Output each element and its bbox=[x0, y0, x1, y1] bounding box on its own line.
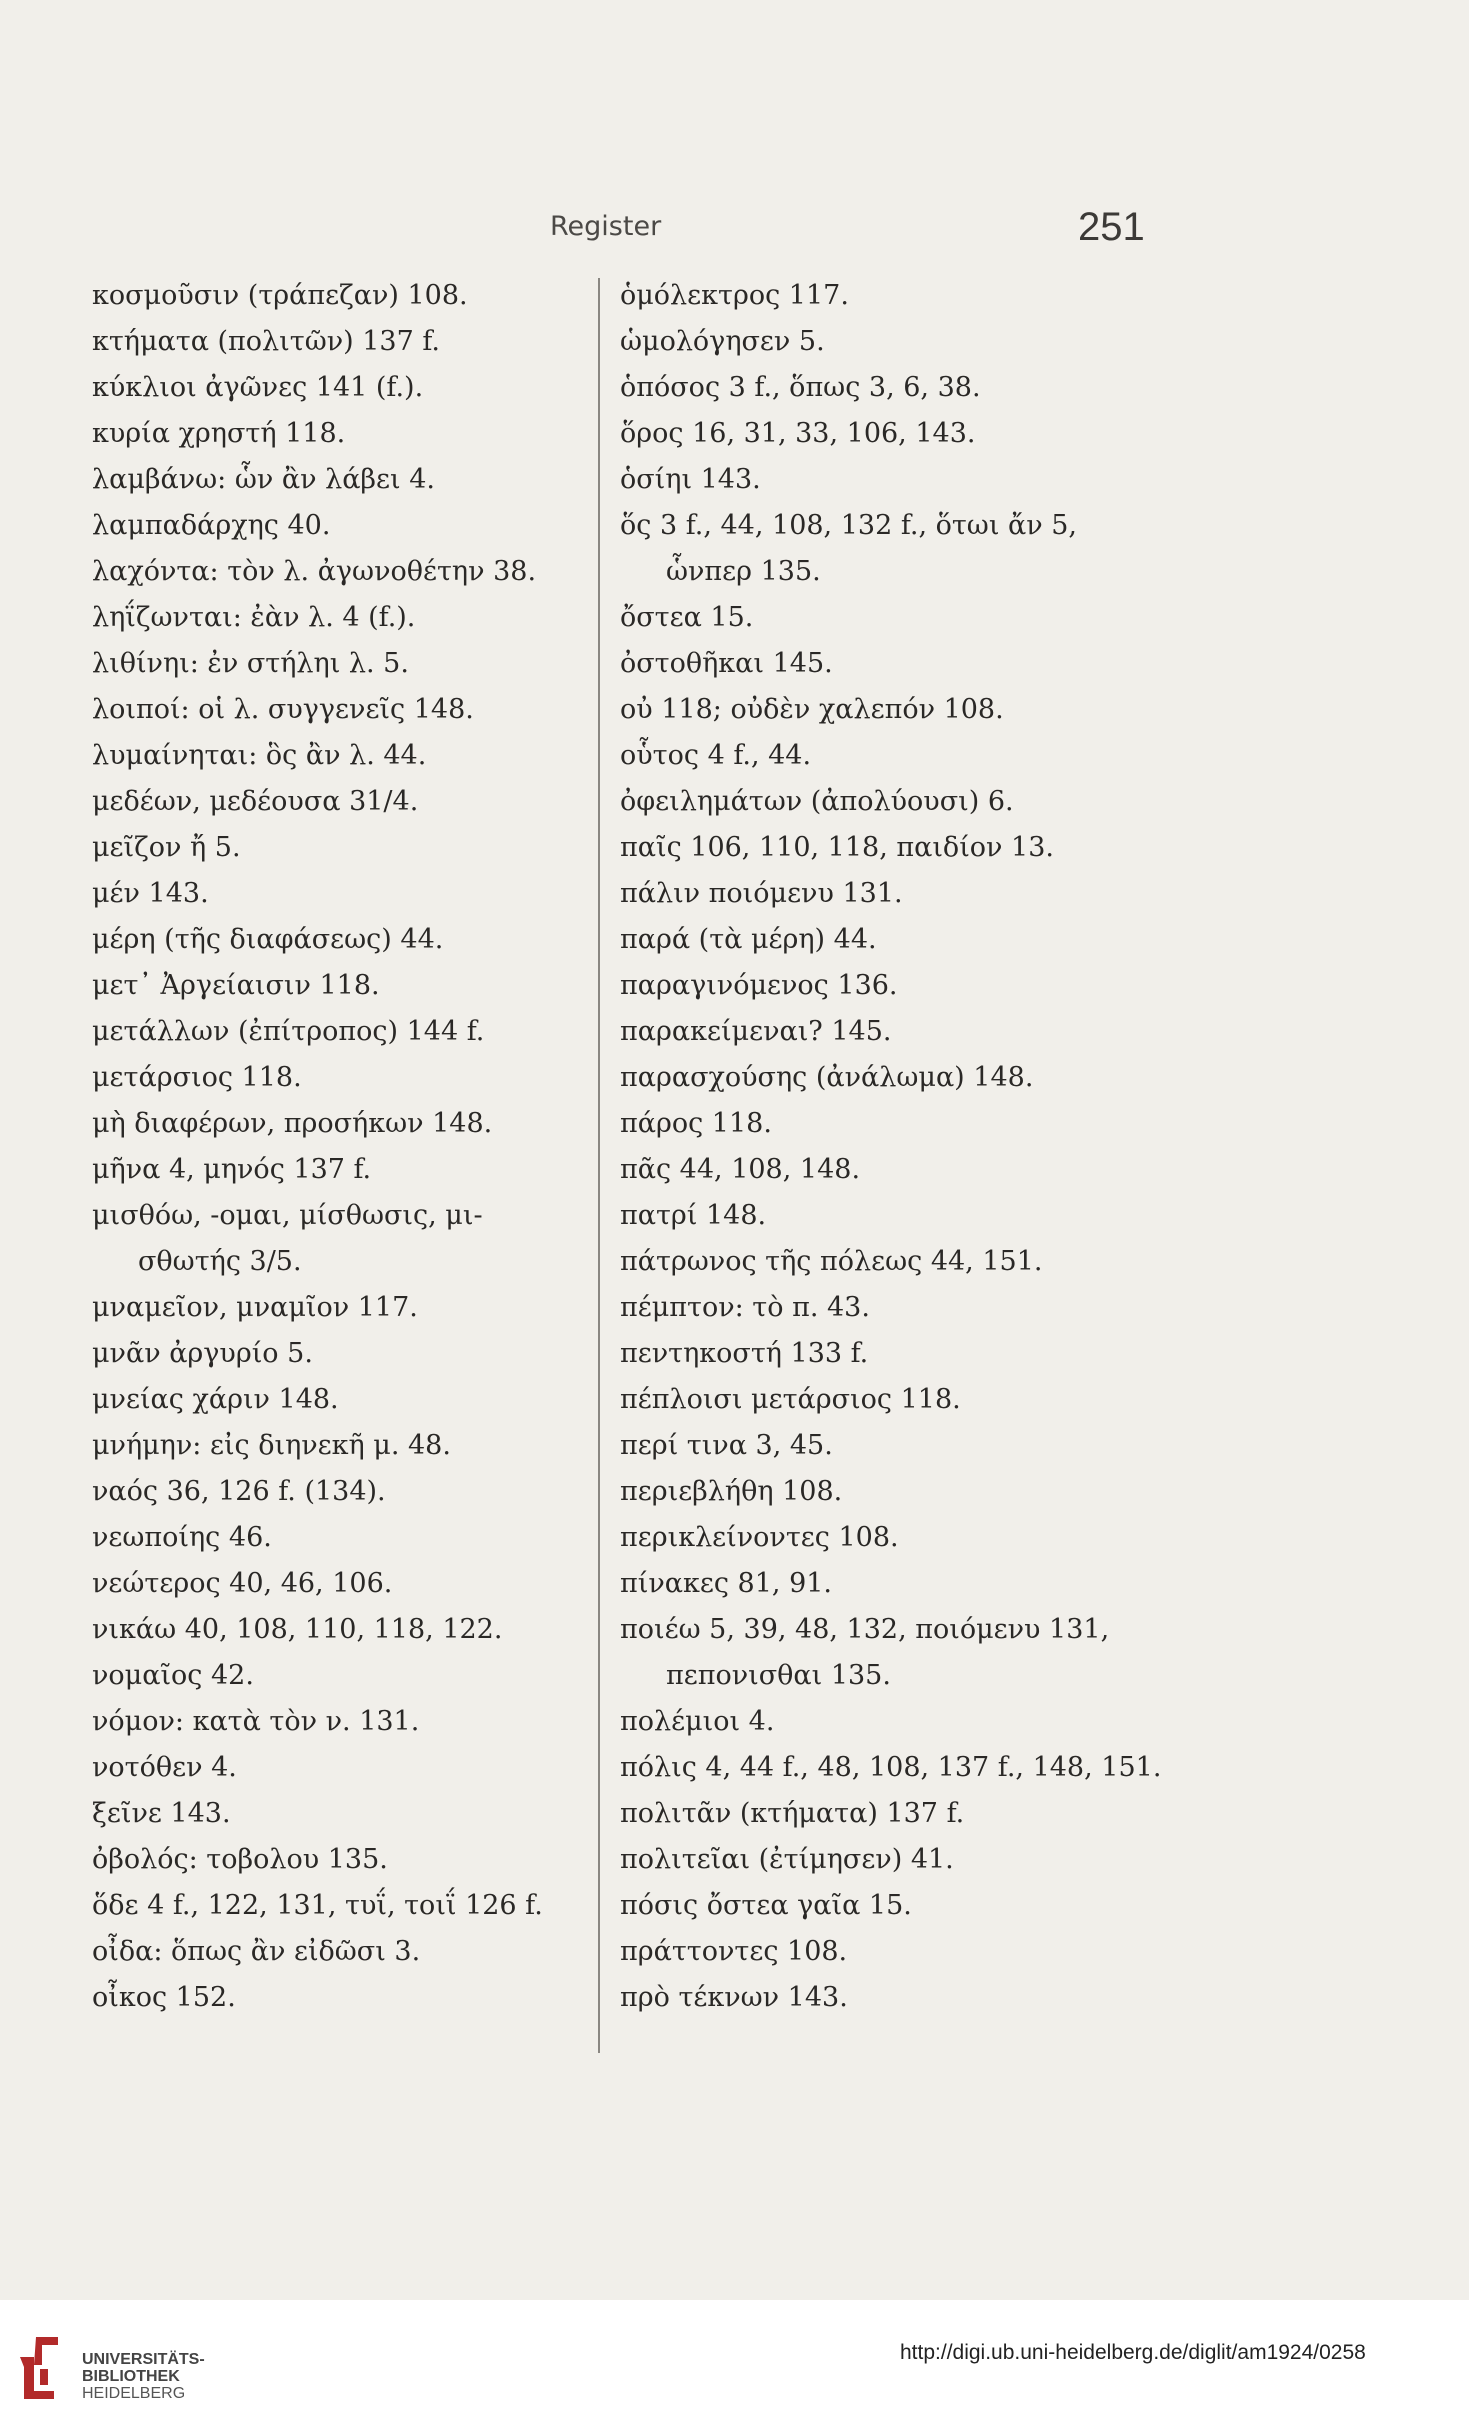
index-entry: πολιτᾶν (κτήματα) 137 f. bbox=[620, 1798, 965, 1829]
index-entry: περικλείνοντες 108. bbox=[620, 1522, 899, 1553]
running-title: Register bbox=[550, 211, 662, 242]
index-entry: μνήμην: εἰς διηνεκῆ μ. 48. bbox=[92, 1430, 451, 1461]
index-entry: οὗτος 4 f., 44. bbox=[620, 740, 812, 771]
index-entry: ὅρος 16, 31, 33, 106, 143. bbox=[620, 418, 976, 449]
index-entry: ληΐζωνται: ἐὰν λ. 4 (f.). bbox=[92, 602, 416, 633]
source-url-link[interactable]: http://digi.ub.uni-heidelberg.de/diglit/am1924/0258 bbox=[900, 2341, 1366, 2364]
index-entry: παρακείμεναι? 145. bbox=[620, 1016, 892, 1047]
index-entry: ὄστεα 15. bbox=[620, 602, 754, 633]
index-entry: λαμβάνω: ὧν ἂν λάβει 4. bbox=[92, 464, 435, 495]
index-entry: κτήματα (πολιτῶν) 137 f. bbox=[92, 326, 440, 357]
index-entry: οἶδα: ὅπως ἂν εἰδῶσι 3. bbox=[92, 1936, 421, 1967]
index-entry: οὐ 118; οὐδὲν χαλεπόν 108. bbox=[620, 694, 1004, 725]
index-entry: πεντηκοστή 133 f. bbox=[620, 1338, 869, 1369]
index-entry: πάρος 118. bbox=[620, 1108, 772, 1139]
index-entry: κοσμοῦσιν (τράπεζαν) 108. bbox=[92, 280, 468, 311]
index-entry: μετάρσιος 118. bbox=[92, 1062, 302, 1093]
index-entry: πάτρωνος τῆς πόλεως 44, 151. bbox=[620, 1246, 1043, 1277]
index-entry: πρὸ τέκνων 143. bbox=[620, 1982, 848, 2013]
index-entry: νικάω 40, 108, 110, 118, 122. bbox=[92, 1614, 503, 1645]
index-entry: μὴ διαφέρων, προσήκων 148. bbox=[92, 1108, 493, 1139]
index-entry: λαμπαδάρχης 40. bbox=[92, 510, 331, 541]
index-entry: νεωποίης 46. bbox=[92, 1522, 272, 1553]
library-logo-icon bbox=[14, 2335, 64, 2403]
index-entry: πεπονισθαι 135. bbox=[666, 1660, 891, 1691]
page-number: 251 bbox=[1078, 205, 1145, 249]
index-entry: πόλις 4, 44 f., 48, 108, 137 f., 148, 151. bbox=[620, 1752, 1162, 1783]
index-entry: ὡμολόγησεν 5. bbox=[620, 326, 825, 357]
index-entry: μνᾶν ἀργυρίο 5. bbox=[92, 1338, 313, 1369]
index-entry: μέν 143. bbox=[92, 878, 209, 909]
index-entry: πράττοντες 108. bbox=[620, 1936, 848, 1967]
index-entry: ὁπόσος 3 f., ὅπως 3, 6, 38. bbox=[620, 372, 981, 403]
index-entry: ὅς 3 f., 44, 108, 132 f., ὅτωι ἄν 5, bbox=[620, 510, 1077, 541]
index-entry: μισθόω, -ομαι, μίσθωσις, μι- bbox=[92, 1200, 483, 1231]
index-entry: πίνακες 81, 91. bbox=[620, 1568, 833, 1599]
index-entry: λιθίνηι: ἐν στήληι λ. 5. bbox=[92, 648, 409, 679]
index-entry: πέμπτον: τὸ π. 43. bbox=[620, 1292, 870, 1323]
index-entry: παραγινόμενος 136. bbox=[620, 970, 898, 1001]
index-entry: λοιποί: οἱ λ. συγγενεῖς 148. bbox=[92, 694, 474, 725]
index-entry: οἶκος 152. bbox=[92, 1982, 236, 2013]
index-entry: μέρη (τῆς διαφάσεως) 44. bbox=[92, 924, 444, 955]
index-entry: παρά (τὰ μέρη) 44. bbox=[620, 924, 877, 955]
index-entry: πολιτεῖαι (ἐτίμησεν) 41. bbox=[620, 1844, 954, 1875]
index-column-left bbox=[92, 273, 592, 2021]
index-entry: μναμεῖον, μναμῖον 117. bbox=[92, 1292, 418, 1323]
page-header bbox=[0, 205, 1469, 255]
index-entry: ὁσίηι 143. bbox=[620, 464, 761, 495]
library-name-line: HEIDELBERG bbox=[82, 2385, 186, 2402]
index-entry: λαχόντα: τὸν λ. ἀγωνοθέτην 38. bbox=[92, 556, 537, 587]
index-entry: ξεῖνε 143. bbox=[92, 1798, 231, 1829]
index-entry: ὀφειλημάτων (ἀπολύουσι) 6. bbox=[620, 786, 1014, 817]
index-entry: ναός 36, 126 f. (134). bbox=[92, 1476, 386, 1507]
index-entry: νοτόθεν 4. bbox=[92, 1752, 237, 1783]
index-entry: μεδέων, μεδέουσα 31/4. bbox=[92, 786, 419, 817]
index-entry: νεώτερος 40, 46, 106. bbox=[92, 1568, 393, 1599]
index-entry: κυρία χρηστή 118. bbox=[92, 418, 346, 449]
index-entry: λυμαίνηται: ὃς ἂν λ. 44. bbox=[92, 740, 427, 771]
index-entry: νομαῖος 42. bbox=[92, 1660, 254, 1691]
index-entry: πάλιν ποιόμενυ 131. bbox=[620, 878, 903, 909]
index-entry: μετάλλων (ἐπίτροπος) 144 f. bbox=[92, 1016, 485, 1047]
library-name-line: UNIVERSITÄTS- bbox=[82, 2351, 205, 2368]
index-entry: περί τινα 3, 45. bbox=[620, 1430, 833, 1461]
index-entry: περιεβλήθη 108. bbox=[620, 1476, 843, 1507]
index-entry: ὁμόλεκτρος 117. bbox=[620, 280, 849, 311]
index-entry: μνείας χάριν 148. bbox=[92, 1384, 339, 1415]
index-entry: πέπλοισι μετάρσιος 118. bbox=[620, 1384, 961, 1415]
footer-bar bbox=[0, 2300, 1469, 2433]
index-entry: μῆνα 4, μηνός 137 f. bbox=[92, 1154, 372, 1185]
index-entry: μετ᾽ Ἀργείαισιν 118. bbox=[92, 970, 380, 1001]
library-name bbox=[82, 2351, 205, 2402]
column-divider bbox=[598, 278, 600, 2053]
library-name-line: BIBLIOTHEK bbox=[82, 2368, 180, 2385]
index-entry: νόμον: κατὰ τὸν ν. 131. bbox=[92, 1706, 420, 1737]
index-entry: πατρί 148. bbox=[620, 1200, 767, 1231]
index-entry: πόσις ὄστεα γαῖα 15. bbox=[620, 1890, 912, 1921]
index-entry: παρασχούσης (ἀνάλωμα) 148. bbox=[620, 1062, 1034, 1093]
index-entry: ὧνπερ 135. bbox=[666, 556, 821, 587]
index-entry: ὀστοθῆκαι 145. bbox=[620, 648, 833, 679]
index-entry: ὀβολός: τοβολου 135. bbox=[92, 1844, 388, 1875]
index-entry: πᾶς 44, 108, 148. bbox=[620, 1154, 861, 1185]
index-entry: ποιέω 5, 39, 48, 132, ποιόμενυ 131, bbox=[620, 1614, 1110, 1645]
index-entry: σθωτής 3/5. bbox=[138, 1246, 302, 1277]
index-entry: κύκλιοι ἀγῶνες 141 (f.). bbox=[92, 372, 424, 403]
index-entry: ὅδε 4 f., 122, 131, τυΐ, τοιΐ 126 f. bbox=[92, 1890, 543, 1921]
index-entry: πολέμιοι 4. bbox=[620, 1706, 775, 1737]
index-column-right bbox=[620, 273, 1180, 2021]
index-entry: παῖς 106, 110, 118, παιδίον 13. bbox=[620, 832, 1054, 863]
index-entry: μεῖζον ἤ 5. bbox=[92, 832, 241, 863]
